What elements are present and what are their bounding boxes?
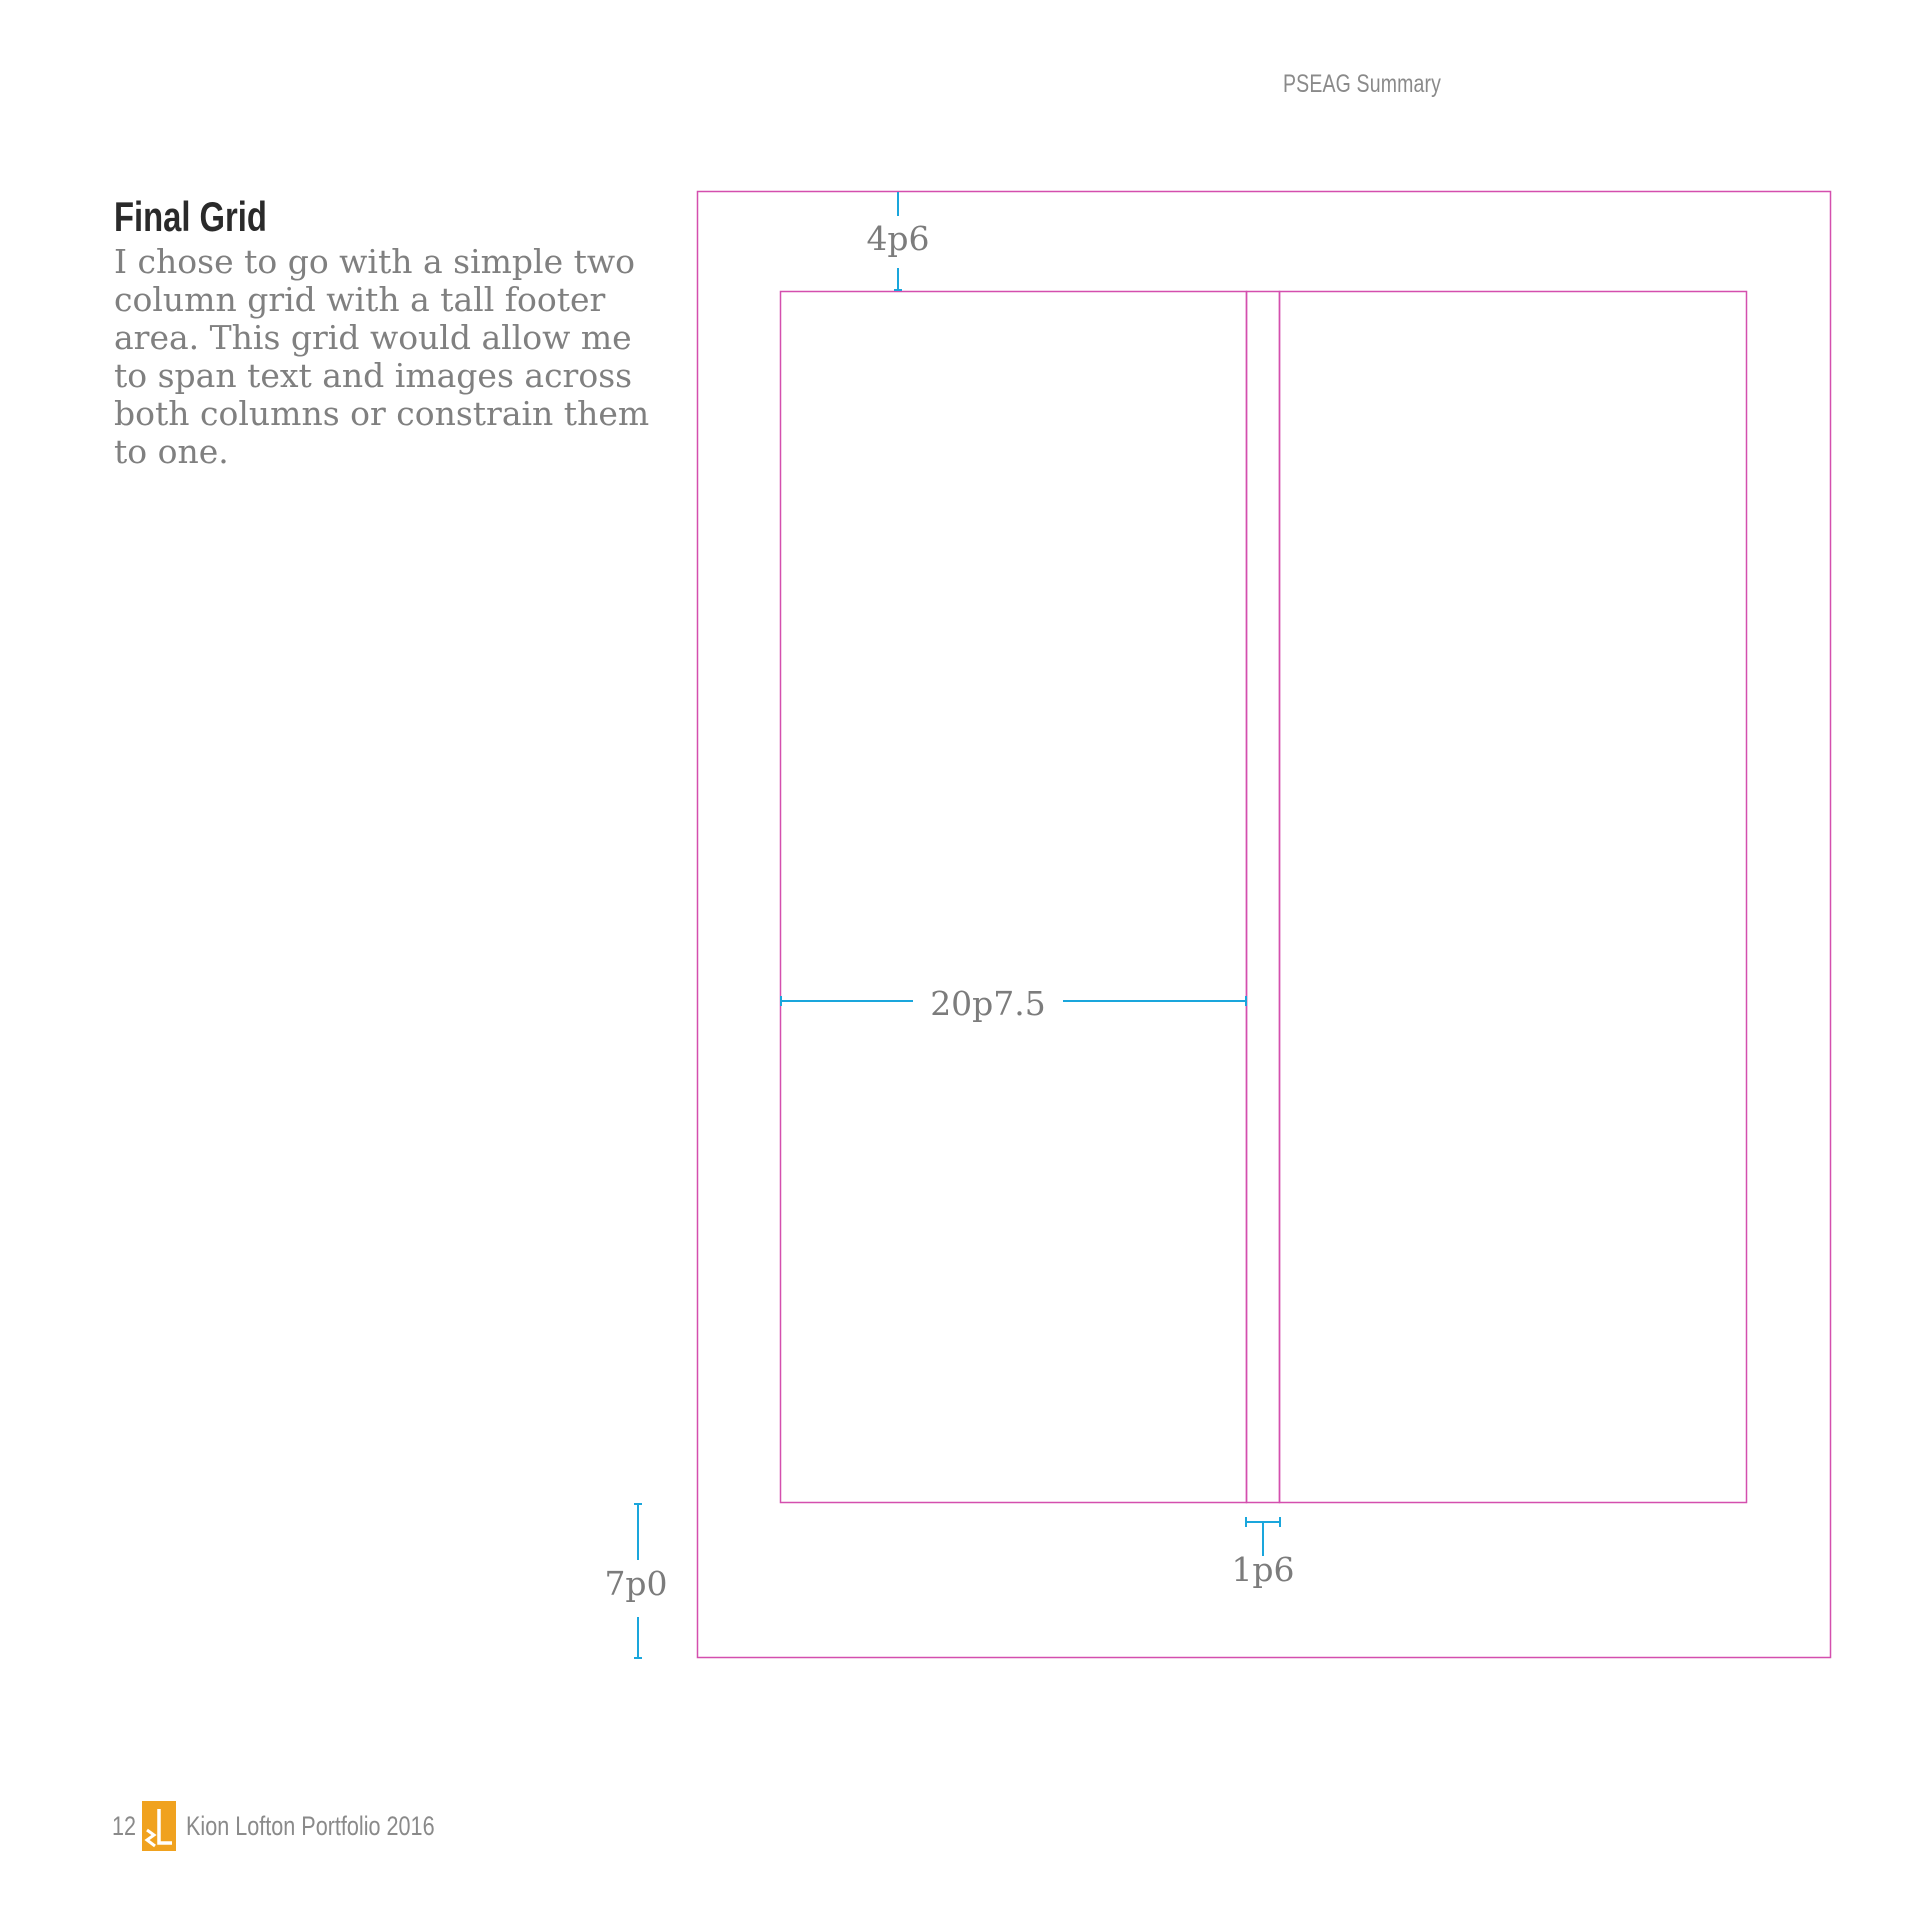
running-header: PSEAG Summary — [1283, 70, 1442, 98]
gutter-label: 1p6 — [1231, 1550, 1295, 1589]
right-column-guide — [1280, 292, 1747, 1503]
logo-letters — [142, 1801, 176, 1851]
left-column-guide — [781, 292, 1247, 1503]
section-title: Final Grid — [114, 193, 267, 240]
column-width-label: 20p7.5 — [930, 984, 1046, 1023]
section-body: I chose to go with a simple two column grid with a tall footer area. This grid would allow me to span text and images across both columns or constrain them to one. — [114, 242, 650, 471]
bottom-margin-label: 7p0 — [604, 1564, 668, 1603]
page-outline — [698, 192, 1831, 1658]
footer-title: Kion Lofton Portfolio 2016 — [186, 1810, 435, 1841]
page-number: 12 — [112, 1810, 137, 1841]
top-margin-label: 4p6 — [866, 219, 930, 258]
gutter-guide — [1247, 292, 1280, 1503]
kl-logo — [142, 1801, 176, 1851]
page-footer — [112, 1801, 497, 1851]
